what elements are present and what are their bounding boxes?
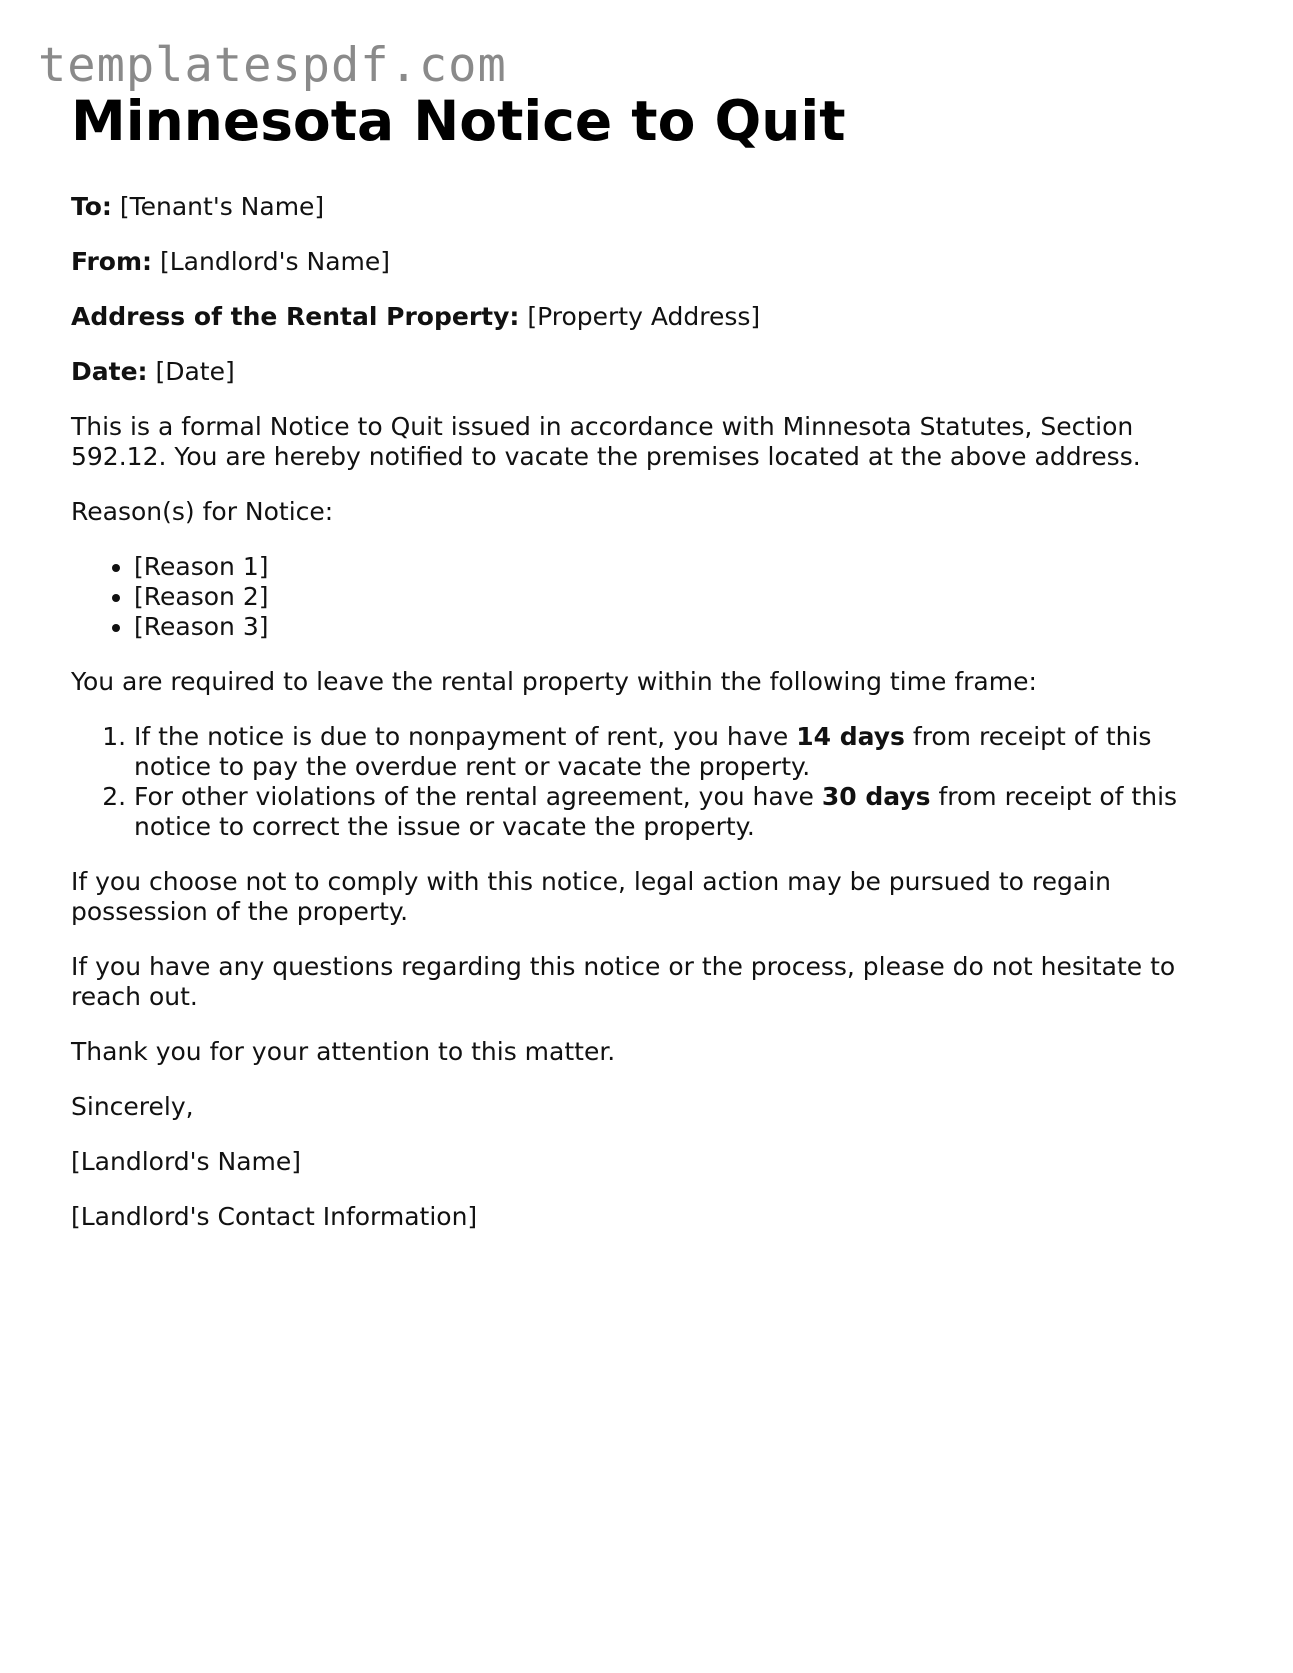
- intro-paragraph: This is a formal Notice to Quit issued in accordance with Minnesota Statutes, Section 592.12. You are hereby notified to vacate the premises located at the above address.: [71, 412, 1141, 471]
- to-label: To:: [71, 192, 112, 221]
- from-value: [Landlord's Name]: [159, 247, 391, 276]
- reason-item: • [Reason 3]: [134, 612, 1221, 642]
- timeframe-text: For other violations of the rental agreement, you have: [134, 782, 822, 811]
- date-value: [Date]: [155, 357, 235, 386]
- date-label: Date:: [71, 357, 148, 386]
- timeframe-text: If the notice is due to nonpayment of rent, you have: [134, 722, 797, 751]
- thanks-paragraph: Thank you for your attention to this matter.: [71, 1037, 616, 1066]
- closing-line: Sincerely,: [71, 1092, 194, 1121]
- questions-paragraph: If you have any questions regarding this notice or the process, please do not hesitate to reach out.: [71, 952, 1176, 1011]
- from-label: From:: [71, 247, 153, 276]
- address-label: Address of the Rental Property:: [71, 302, 520, 331]
- timeframe-heading: You are required to leave the rental property within the following time frame:: [71, 667, 1037, 696]
- document-page: [71, 88, 1221, 1232]
- site-watermark: templatespdf.com: [38, 38, 507, 93]
- reason-item: • [Reason 1]: [134, 552, 1221, 582]
- address-value: [Property Address]: [527, 302, 761, 331]
- reasons-heading: Reason(s) for Notice:: [71, 497, 334, 526]
- document-title: Minnesota Notice to Quit: [71, 89, 846, 153]
- timeframe-item-violation: [134, 782, 1221, 842]
- legal-action-paragraph: If you choose not to comply with this notice, legal action may be pursued to regain possession of the property.: [71, 867, 1111, 926]
- timeframe-text: from receipt of this notice to pay the overdue rent or vacate the property.: [134, 722, 1152, 781]
- timeframe-days: 30 days: [821, 782, 931, 811]
- reasons-list: [71, 552, 1221, 642]
- timeframe-item-nonpayment: [134, 722, 1221, 782]
- date-field: [71, 357, 1221, 387]
- timeframe-list: [71, 722, 1221, 842]
- signature-name: [Landlord's Name]: [71, 1147, 302, 1176]
- reason-item: • [Reason 2]: [134, 582, 1221, 612]
- from-field: [71, 247, 1221, 277]
- timeframe-text: from receipt of this notice to correct the issue or vacate the property.: [134, 782, 1178, 841]
- signature-contact: [Landlord's Contact Information]: [71, 1202, 478, 1231]
- to-value: [Tenant's Name]: [119, 192, 325, 221]
- timeframe-days: 14 days: [796, 722, 905, 751]
- address-field: [71, 302, 1221, 332]
- to-field: [71, 192, 1221, 222]
